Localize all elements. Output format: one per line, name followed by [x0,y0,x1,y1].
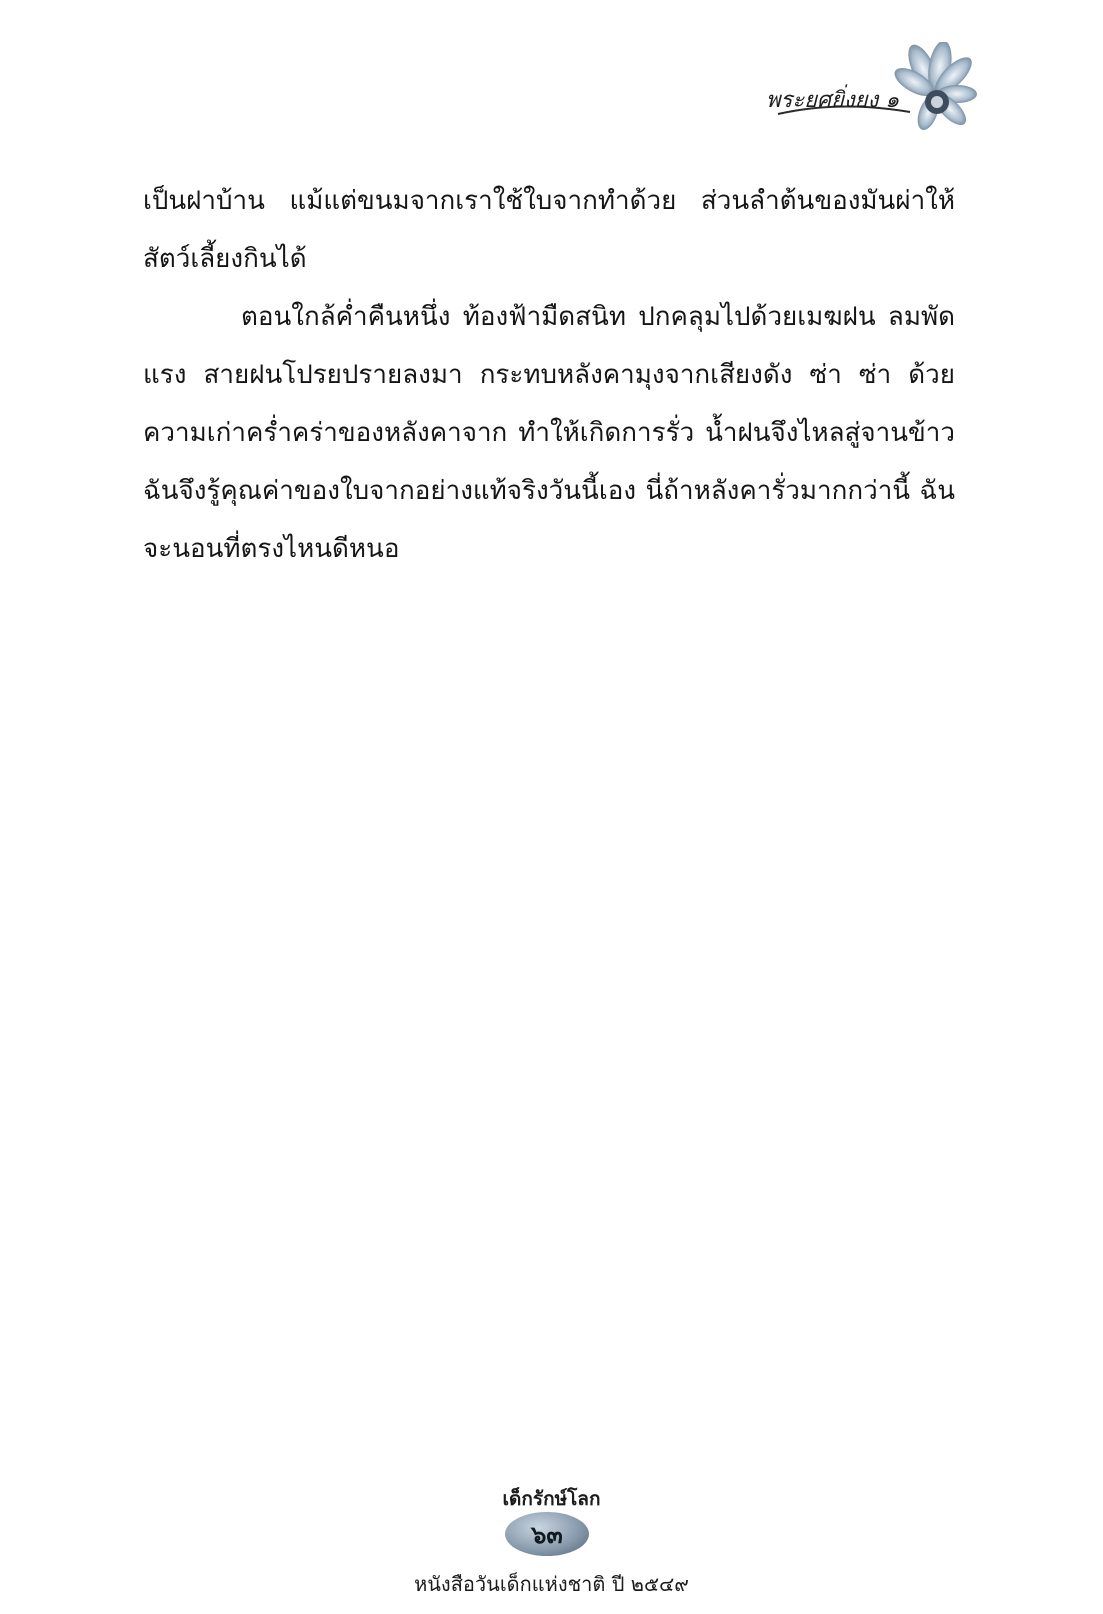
footer-label: เด็กรักษ์โลก [502,1488,601,1510]
page-number-badge [505,1512,589,1556]
header-logo [760,42,1000,147]
paragraph: ตอนใกล้ค่ำคืนหนึ่ง ท้องฟ้ามืดสนิท ปกคลุมไปด้วยเมฆฝน ลมพัดแรง สายฝนโปรยปรายลงมา กระทบหลังคามุงจากเสียงดัง ซ่า ซ่า ด้วยความเก่าคร่ำคร่าของหลังคาจาก ทำให้เกิดการรั่ว น้ำฝนจึงไหลสู่จานข้าว ฉันจึงรู้คุณค่าของใบจากอย่างแท้จริงวันนี้เอง นี่ถ้าหลังคารั่วมากกว่านี้ ฉันจะนอนที่ตรงไหนดีหนอ [143,302,955,564]
story-text [143,172,955,578]
book-title: พระยศยิ่งยง ๑ [766,88,900,113]
paragraph: เป็นฝาบ้าน แม้แต่ขนมจากเราใช้ใบจากทำด้วย ส่วนลำต้นของมันผ่าให้สัตว์เลี้ยงกินได้ [143,186,955,274]
footer-caption: หนังสือวันเด็กแห่งชาติ ปี ๒๕๔๙ [414,1572,689,1596]
page-number: ๖๓ [531,1520,563,1549]
